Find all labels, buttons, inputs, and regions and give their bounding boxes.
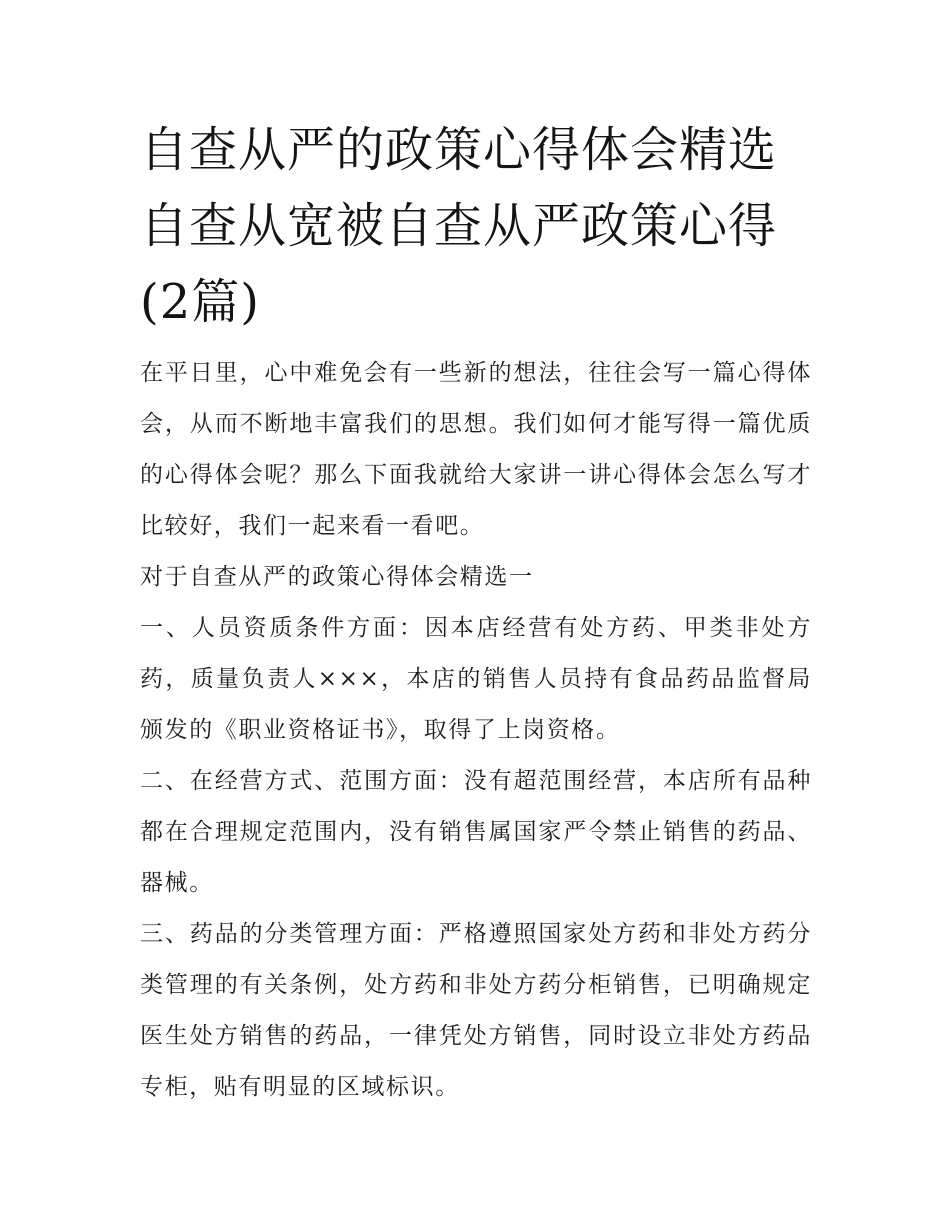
paragraph-classification: 三、药品的分类管理方面：严格遵照国家处方药和非处方药分类管理的有关条例，处方药和非处方药分柜销售，已明确规定医生处方销售的药品，一律凭处方销售，同时设立非处方药品专柜，贴有明显的区域标识。 (140, 921, 812, 1100)
document-page (140, 112, 812, 1113)
section-heading: 对于自查从严的政策心得体会精选一 (140, 564, 534, 590)
intro-paragraph: 在平日里，心中难免会有一些新的想法，往往会写一篇心得体会，从而不断地丰富我们的思想。我们如何才能写得一篇优质的心得体会呢？那么下面我就给大家讲一讲心得体会怎么写才比较好，我们一起来看一看吧。 (140, 360, 812, 539)
document-title: 自查从严的政策心得体会精选自查从宽被自查从严政策心得(2篇) (140, 122, 778, 330)
paragraph-business-scope: 二、在经营方式、范围方面：没有超范围经营，本店所有品种都在合理规定范围内，没有销售属国家严令禁止销售的药品、器械。 (140, 768, 812, 896)
paragraph-personnel: 一、人员资质条件方面：因本店经营有处方药、甲类非处方药，质量负责人×××，本店的销售人员持有食品药品监督局颁发的《职业资格证书》，取得了上岗资格。 (140, 615, 812, 743)
